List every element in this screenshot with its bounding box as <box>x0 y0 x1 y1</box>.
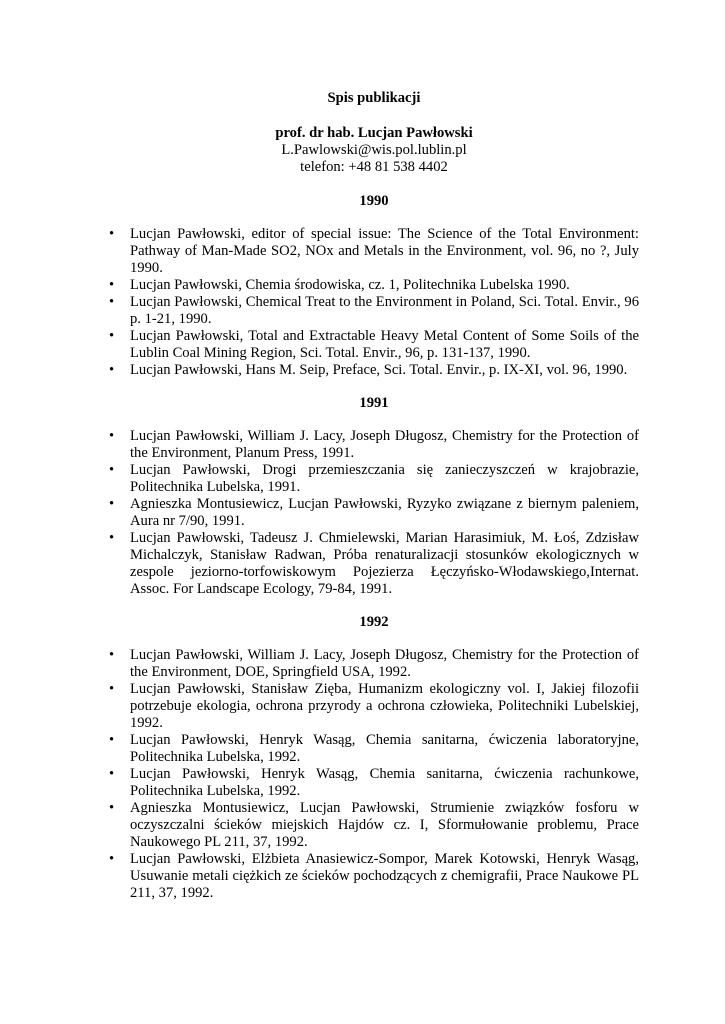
list-item <box>109 277 639 294</box>
list-item <box>109 800 639 851</box>
list-item <box>109 647 639 681</box>
list-item <box>109 462 639 496</box>
bullet-icon: • <box>109 277 115 293</box>
publication-list <box>109 226 639 379</box>
bullet-icon: • <box>109 800 115 816</box>
list-item <box>109 496 639 530</box>
publication-text: Lucjan Pawłowski, William J. Lacy, Joseph Długosz, Chemistry for the Protection of the Environment, Planum Press, 1991. <box>130 428 639 461</box>
publication-text: Lucjan Pawłowski, Chemia środowiska, cz. 1, Politechnika Lubelska 1990. <box>130 277 570 293</box>
list-item <box>109 328 639 362</box>
list-item <box>109 766 639 800</box>
bullet-icon: • <box>109 647 115 663</box>
year-section-1991 <box>109 395 639 598</box>
list-item <box>109 732 639 766</box>
year-heading: 1990 <box>359 193 389 209</box>
publication-text: Lucjan Pawłowski, Tadeusz J. Chmielewski, Marian Harasimiuk, M. Łoś, Zdzisław Michalczyk, Stanisław Radwan, Próba renaturalizacji stosunków ekologicznych w zespole jeziorno-torfowiskowym Pojezierza Łęczyńsko-Włodawskiego,Internat. Assoc. For Landscape Ecology, 79-84, 1991. <box>130 530 639 597</box>
bullet-icon: • <box>109 766 115 782</box>
publication-text: Lucjan Pawłowski, Henryk Wasąg, Chemia sanitarna, ćwiczenia laboratoryjne, Politechnika Lubelska, 1992. <box>130 732 639 765</box>
publication-text: Lucjan Pawłowski, William J. Lacy, Joseph Długosz, Chemistry for the Protection of the Environment, DOE, Springfield USA, 1992. <box>130 647 639 680</box>
bullet-icon: • <box>109 328 115 344</box>
document-content <box>109 90 639 902</box>
bullet-icon: • <box>109 362 115 378</box>
publication-text: Lucjan Pawłowski, Drogi przemieszczania się zanieczyszczeń w krajobrazie, Politechnika Lubelska, 1991. <box>130 462 639 495</box>
publication-text: Lucjan Pawłowski, Chemical Treat to the Environment in Poland, Sci. Total. Envir., 96 p. 1-21, 1990. <box>130 294 639 327</box>
publication-text: Agnieszka Montusiewicz, Lucjan Pawłowski, Ryzyko związane z biernym paleniem, Aura nr 7/90, 1991. <box>130 496 639 529</box>
bullet-icon: • <box>109 681 115 697</box>
publication-text: Lucjan Pawłowski, Stanisław Zięba, Humanizm ekologiczny vol. I, Jakiej filozofii potrzebuje ekologia, ochrona przyrody a ochrona człowieka, Politechniki Lubelskiej, 1992. <box>130 681 639 731</box>
publication-text: Lucjan Pawłowski, Total and Extractable Heavy Metal Content of Some Soils of the Lublin Coal Mining Region, Sci. Total. Envir., 96, p. 131-137, 1990. <box>130 328 639 361</box>
bullet-icon: • <box>109 428 115 444</box>
bullet-icon: • <box>109 496 115 512</box>
bullet-icon: • <box>109 530 115 546</box>
bullet-icon: • <box>109 294 115 310</box>
bullet-icon: • <box>109 462 115 478</box>
document-title: Spis publikacji <box>327 90 421 106</box>
list-item <box>109 681 639 732</box>
author-name: prof. dr hab. Lucjan Pawłowski <box>275 125 473 141</box>
list-item <box>109 362 639 379</box>
publication-sections <box>109 193 639 902</box>
list-item <box>109 294 639 328</box>
publication-text: Lucjan Pawłowski, editor of special issue: The Science of the Total Environment: Pathway of Man-Made SO2, NOx and Metals in the Environment, vol. 96, no ?, July 1990. <box>130 226 639 276</box>
list-item <box>109 851 639 902</box>
author-email: L.Pawlowski@wis.pol.lublin.pl <box>281 142 467 158</box>
bullet-icon: • <box>109 851 115 867</box>
publication-list <box>109 428 639 598</box>
publication-text: Agnieszka Montusiewicz, Lucjan Pawłowski, Strumienie związków fosforu w oczyszczalni ścieków miejskich Hajdów cz. I, Sformułowanie problemu, Prace Naukowego PL 211, 37, 1992. <box>130 800 639 850</box>
publication-text: Lucjan Pawłowski, Henryk Wasąg, Chemia sanitarna, ćwiczenia rachunkowe, Politechnika Lubelska, 1992. <box>130 766 639 799</box>
author-phone: telefon: +48 81 538 4402 <box>300 159 448 175</box>
bullet-icon: • <box>109 226 115 242</box>
year-heading: 1992 <box>359 614 389 630</box>
bullet-icon: • <box>109 732 115 748</box>
publication-text: Lucjan Pawłowski, Elżbieta Anasiewicz-Sompor, Marek Kotowski, Henryk Wasąg, Usuwanie metali ciężkich ze ścieków pochodzących z chemigrafii, Prace Naukowe PL 211, 37, 1992. <box>130 851 639 901</box>
year-heading: 1991 <box>359 395 389 411</box>
publication-list <box>109 647 639 902</box>
list-item <box>109 530 639 598</box>
year-section-1990 <box>109 193 639 379</box>
list-item <box>109 226 639 277</box>
list-item <box>109 428 639 462</box>
publication-text: Lucjan Pawłowski, Hans M. Seip, Preface, Sci. Total. Envir., p. IX-XI, vol. 96, 1990. <box>130 362 628 378</box>
year-section-1992 <box>109 614 639 902</box>
